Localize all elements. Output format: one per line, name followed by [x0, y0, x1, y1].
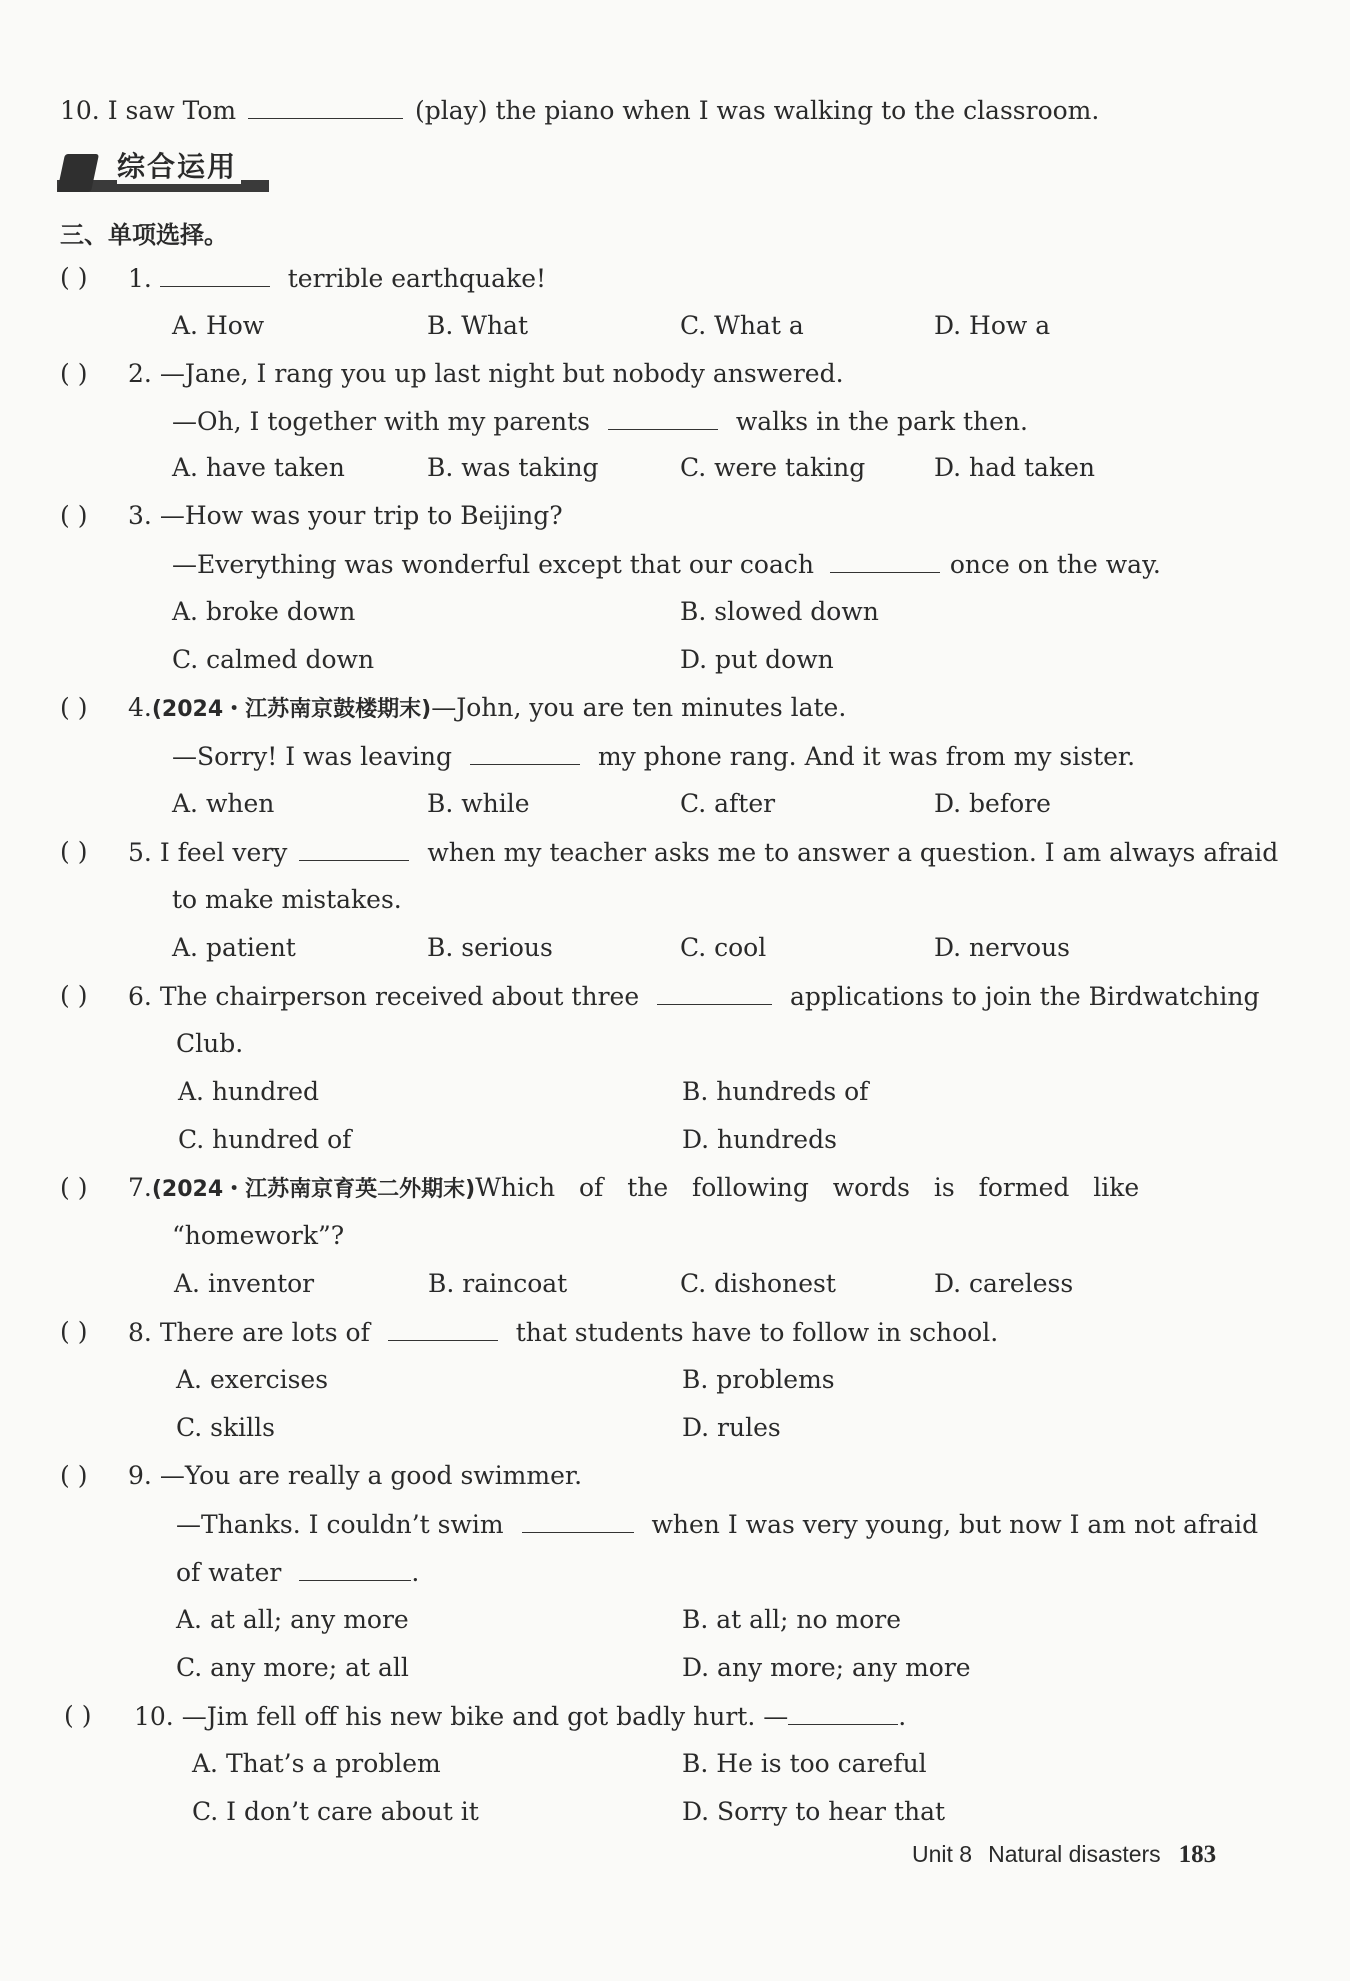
section-subtitle: 三、单项选择。	[60, 221, 228, 249]
option-c[interactable]: C. I don’t care about it	[192, 1797, 479, 1826]
question-9-line-2	[176, 1508, 1258, 1541]
question-number: 5.	[128, 838, 152, 867]
option-a[interactable]: A. have taken	[172, 453, 345, 482]
question-text: .	[898, 1702, 907, 1731]
answer-blank[interactable]	[299, 1556, 411, 1581]
section-header	[57, 150, 269, 196]
answer-blank[interactable]	[388, 1316, 498, 1341]
question-4-line-2	[172, 740, 1135, 773]
question-2-line-2	[172, 405, 1028, 438]
question-number: 1.	[128, 264, 152, 293]
question-number: 2.	[128, 359, 152, 388]
answer-paren[interactable]: ( )	[64, 1701, 92, 1730]
question-9-line-3	[176, 1556, 419, 1589]
option-d[interactable]: D. How a	[934, 311, 1051, 340]
question-text: —How was your trip to Beijing?	[159, 501, 563, 530]
option-b[interactable]: B. was taking	[427, 453, 599, 482]
top-question-suffix: (play) the piano when I was walking to the classroom.	[415, 96, 1100, 125]
answer-paren[interactable]: ( )	[60, 693, 88, 722]
question-text: .	[411, 1558, 420, 1587]
answer-paren[interactable]: ( )	[60, 981, 88, 1010]
answer-blank[interactable]	[299, 836, 409, 861]
option-a[interactable]: A. when	[172, 789, 275, 818]
option-b[interactable]: B. He is too careful	[682, 1749, 927, 1778]
option-b[interactable]: B. slowed down	[680, 597, 879, 626]
question-text: There are lots of	[159, 1318, 370, 1347]
option-b[interactable]: B. raincoat	[428, 1269, 568, 1298]
option-c[interactable]: C. hundred of	[178, 1125, 352, 1154]
question-text: applications to join the Birdwatching	[790, 982, 1260, 1011]
question-number: 9.	[128, 1461, 152, 1490]
section-title: 综合运用	[117, 150, 241, 184]
option-c[interactable]: C. any more; at all	[176, 1653, 409, 1682]
question-number: 6.	[128, 982, 152, 1011]
question-2	[128, 358, 844, 390]
question-text: —John, you are ten minutes late.	[431, 693, 847, 722]
question-text: when my teacher asks me to answer a question. I am always afraid	[427, 838, 1279, 867]
option-b[interactable]: B. while	[427, 789, 530, 818]
question-text: —Jim fell off his new bike and got badly hurt. —	[181, 1702, 789, 1731]
answer-blank[interactable]	[248, 94, 403, 119]
question-8	[128, 1316, 998, 1349]
option-c[interactable]: C. dishonest	[680, 1269, 836, 1298]
answer-paren[interactable]: ( )	[60, 1317, 88, 1346]
answer-blank[interactable]	[160, 262, 270, 287]
top-question-prefix: 10. I saw Tom	[60, 96, 237, 125]
question-text: —Everything was wonderful except that our coach	[172, 550, 814, 579]
option-c[interactable]: C. were taking	[680, 453, 866, 482]
page-number: 183	[1178, 1841, 1217, 1868]
question-7-line-2: “homework”?	[172, 1221, 345, 1250]
option-c[interactable]: C. What a	[680, 311, 804, 340]
footer-unit: Unit 8	[912, 1841, 973, 1867]
question-text: when I was very young, but now I am not afraid	[651, 1510, 1259, 1539]
answer-paren[interactable]: ( )	[60, 1173, 88, 1202]
page-footer	[912, 1841, 1216, 1869]
question-text: I feel very	[159, 838, 288, 867]
question-text: my phone rang. And it was from my sister.	[597, 742, 1136, 771]
option-b[interactable]: B. What	[427, 311, 529, 340]
footer-title: Natural disasters	[988, 1841, 1161, 1867]
question-text: —You are really a good swimmer.	[159, 1461, 583, 1490]
question-number: 8.	[128, 1318, 152, 1347]
question-text: that students have to follow in school.	[515, 1318, 999, 1347]
question-6-line-2: Club.	[176, 1029, 244, 1058]
question-9	[128, 1460, 582, 1492]
question-text: once on the way.	[949, 550, 1161, 579]
answer-paren[interactable]: ( )	[60, 501, 88, 530]
answer-blank[interactable]	[657, 980, 772, 1005]
top-question-10	[60, 94, 1099, 127]
question-text: —Jane, I rang you up last night but nobody answered.	[159, 359, 844, 388]
answer-paren[interactable]: ( )	[60, 1461, 88, 1490]
question-text: —Oh, I together with my parents	[172, 407, 590, 436]
option-a[interactable]: A. hundred	[178, 1077, 320, 1106]
question-number: 4.	[128, 693, 152, 722]
option-b[interactable]: B. at all; no more	[682, 1605, 902, 1634]
question-10	[134, 1700, 906, 1733]
option-a[interactable]: A. broke down	[172, 597, 356, 626]
answer-blank[interactable]	[522, 1508, 634, 1533]
answer-blank[interactable]	[608, 405, 718, 430]
answer-paren[interactable]: ( )	[60, 263, 88, 292]
option-d[interactable]: D. before	[934, 789, 1051, 818]
option-b[interactable]: B. serious	[427, 933, 553, 962]
option-c[interactable]: C. after	[680, 789, 776, 818]
question-text: —Thanks. I couldn’t swim	[176, 1510, 504, 1539]
question-source: (2024・江苏南京鼓楼期末)	[151, 697, 432, 722]
option-b[interactable]: B. problems	[682, 1365, 835, 1394]
option-c[interactable]: C. calmed down	[172, 645, 375, 674]
question-5-line-2: to make mistakes.	[172, 885, 402, 914]
option-d[interactable]: D. any more; any more	[682, 1653, 971, 1682]
option-a[interactable]: A. at all; any more	[176, 1605, 409, 1634]
option-c[interactable]: C. skills	[176, 1413, 275, 1442]
question-text: walks in the park then.	[735, 407, 1028, 436]
question-3	[128, 500, 563, 532]
option-a[interactable]: A. That’s a problem	[192, 1749, 441, 1778]
option-a[interactable]: A. exercises	[176, 1365, 329, 1394]
question-1	[128, 262, 546, 295]
option-d[interactable]: D. put down	[680, 645, 834, 674]
question-6	[128, 980, 1259, 1013]
question-5	[128, 836, 1278, 869]
question-text: —Sorry! I was leaving	[172, 742, 453, 771]
option-d[interactable]: D. Sorry to hear that	[682, 1797, 946, 1826]
option-b[interactable]: B. hundreds of	[682, 1077, 869, 1106]
answer-blank[interactable]	[470, 740, 580, 765]
option-d[interactable]: D. had taken	[934, 453, 1095, 482]
option-a[interactable]: A. patient	[172, 933, 296, 962]
option-d[interactable]: D. careless	[934, 1269, 1074, 1298]
option-d[interactable]: D. rules	[682, 1413, 781, 1442]
question-3-line-2	[172, 548, 1161, 581]
answer-paren[interactable]: ( )	[60, 837, 88, 866]
question-text: of water	[176, 1558, 282, 1587]
option-a[interactable]: A. inventor	[174, 1269, 315, 1298]
answer-blank[interactable]	[788, 1700, 898, 1725]
answer-blank[interactable]	[830, 548, 940, 573]
option-d[interactable]: D. hundreds	[682, 1125, 837, 1154]
question-text: terrible earthquake!	[287, 264, 547, 293]
question-7	[128, 1172, 1139, 1206]
question-number: 7.	[128, 1173, 152, 1202]
question-number: 3.	[128, 501, 152, 530]
option-c[interactable]: C. cool	[680, 933, 767, 962]
question-source: (2024・江苏南京育英二外期末)	[151, 1177, 476, 1202]
question-number: 10.	[134, 1702, 174, 1731]
option-d[interactable]: D. nervous	[934, 933, 1070, 962]
option-a[interactable]: A. How	[172, 311, 265, 340]
answer-paren[interactable]: ( )	[60, 359, 88, 388]
question-text: The chairperson received about three	[159, 982, 640, 1011]
question-4	[128, 692, 846, 726]
question-text: Which of the following words is formed like	[475, 1173, 1140, 1202]
